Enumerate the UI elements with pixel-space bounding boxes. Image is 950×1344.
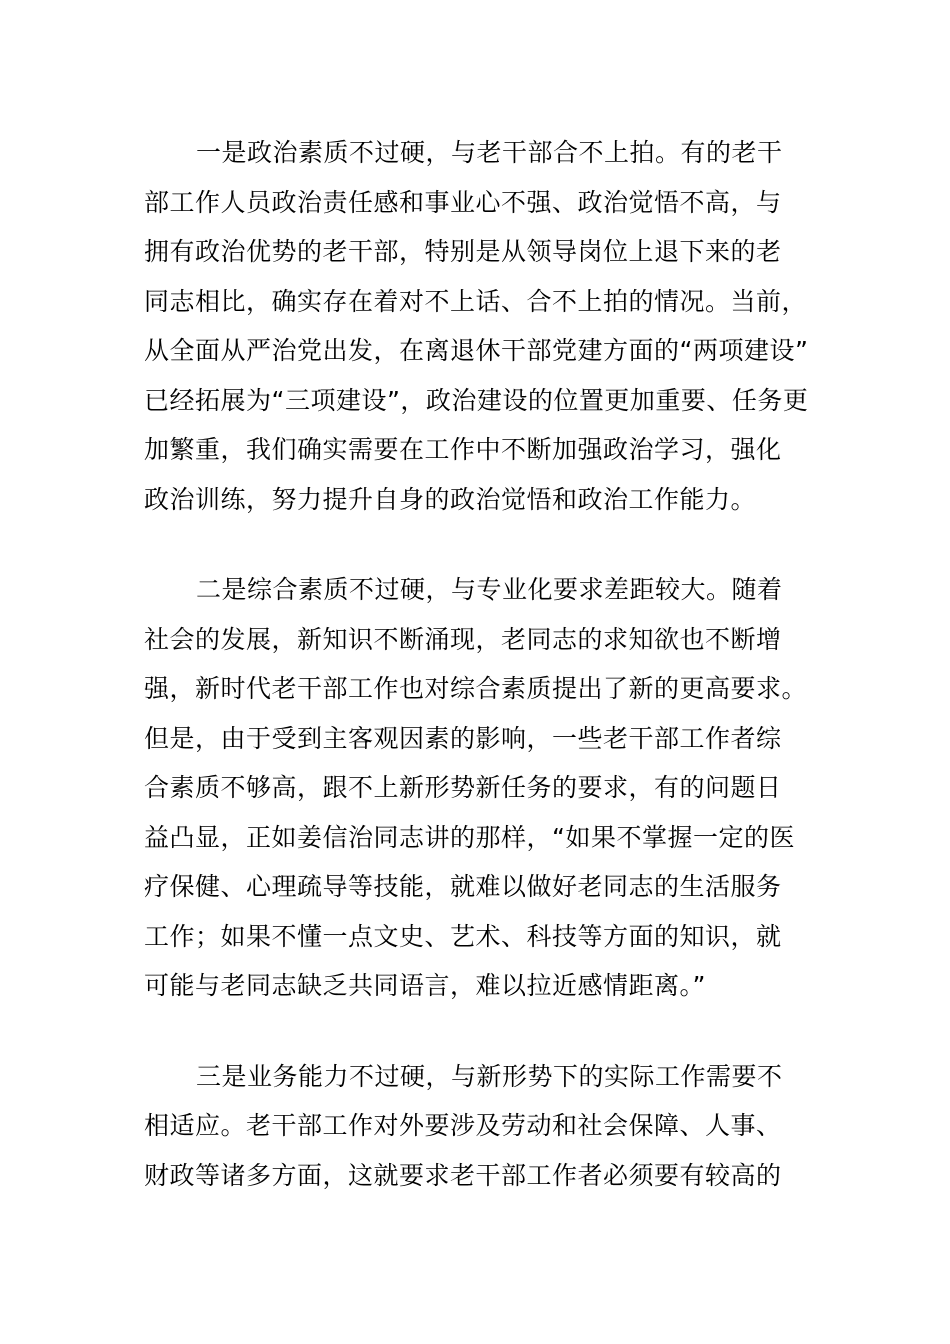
text-line: 一是政治素质不过硬，与老干部合不上拍。有的老干 [196,138,783,167]
text-line: 但是，由于受到主客观因素的影响，一些老干部工作者综 [144,723,782,753]
text-line: 相适应。老干部工作对外要涉及劳动和社会保障、人事、 [144,1111,782,1140]
text-line: 同志相比，确实存在着对不上话、合不上拍的情况。当前， [144,286,808,316]
text-line: 合素质不够高，跟不上新形势新任务的要求，有的问题日 [144,773,782,802]
text-line: 工作；如果不懂一点文史、艺术、科技等方面的知识，就 [144,921,782,951]
text-line: 已经拓展为“三项建设”，政治建设的位置更加重要、任务更 [144,385,809,415]
text-line: 二是综合素质不过硬，与专业化要求差距较大。随着 [196,575,783,604]
text-line: 从全面从严治党出发，在离退休干部党建方面的“两项建设” [144,336,809,365]
document-body [144,128,809,1200]
text-line: 社会的发展，新知识不断涌现，老同志的求知欲也不断增 [144,624,782,654]
paragraph-political-quality [144,128,809,524]
text-line: 加繁重，我们确实需要在工作中不断加强政治学习，强化 [144,435,782,464]
text-line: 部工作人员政治责任感和事业心不强、政治觉悟不高，与 [144,187,782,217]
text-line: 财政等诸多方面，这就要求老干部工作者必须要有较高的 [144,1160,782,1190]
paragraph-spacer [144,524,804,565]
paragraph-spacer [144,1011,804,1052]
text-line: 益凸显，正如姜信治同志讲的那样，“如果不掌握一定的医 [144,822,795,852]
paragraph-comprehensive-quality [144,565,808,1011]
text-line: 政治训练，努力提升自身的政治觉悟和政治工作能力。 [144,484,757,514]
text-line: 疗保健、心理疏导等技能，就难以做好老同志的生活服务 [144,872,782,901]
text-line: 三是业务能力不过硬，与新形势下的实际工作需要不 [196,1061,783,1091]
paragraph-business-capability [144,1052,804,1201]
text-line: 可能与老同志缺乏共同语言，难以拉近感情距离。” [144,971,706,1000]
text-line: 拥有政治优势的老干部，特别是从领导岗位上退下来的老 [144,237,782,266]
text-line: 强，新时代老干部工作也对综合素质提出了新的更高要求。 [144,674,808,703]
